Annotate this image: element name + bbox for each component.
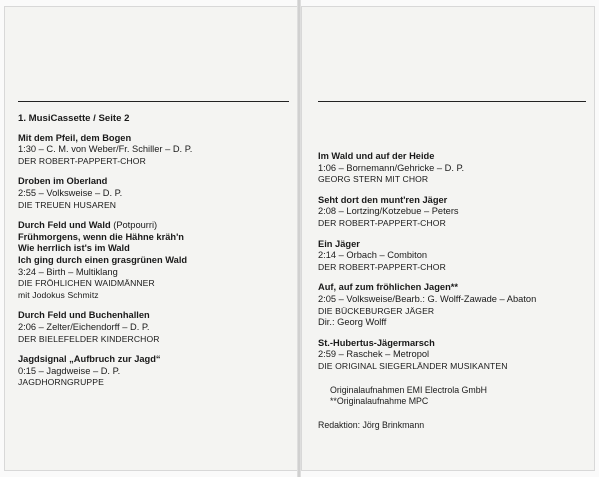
track-title: Droben im Oberland [18, 176, 108, 187]
track-title: Durch Feld und Wald [18, 220, 111, 231]
track-title: Mit dem Pfeil, dem Bogen [18, 132, 132, 143]
track-performer-note: Dir.: Georg Wolff [318, 317, 387, 328]
track-performer: JAGDHORNGRUPPE [18, 377, 104, 388]
section-title: 1. MusiCassette / Seite 2 [18, 113, 130, 124]
recording-note: **Originalaufnahme MPC [330, 396, 429, 407]
track-item [18, 310, 290, 345]
track-info: 2:55 – Volksweise – D. P. [18, 187, 123, 198]
track-item [318, 282, 590, 328]
track-item [18, 354, 290, 389]
track-item [318, 239, 590, 274]
track-info: 2:05 – Volksweise/Bearb.: G. Wolff-Zawade – Abaton [318, 293, 537, 304]
track-info: 2:08 – Lortzing/Kotzebue – Peters [318, 206, 459, 217]
track-performer: DER ROBERT-PAPPERT-CHOR [318, 261, 446, 272]
track-performer: DIE BÜCKEBURGER JÄGER [318, 305, 435, 316]
track-title: Durch Feld und Buchenhallen [18, 310, 150, 321]
right-track-list [318, 151, 590, 431]
track-performer: GEORG STERN MIT CHOR [318, 174, 429, 185]
track-performer: DER ROBERT-PAPPERT-CHOR [318, 217, 446, 228]
track-performer: DIE FRÖHLICHEN WAIDMÄNNER [18, 278, 155, 289]
track-title: Seht dort den munt'ren Jäger [318, 194, 448, 205]
track-performer: DER BIELEFELDER KINDERCHOR [18, 333, 160, 344]
track-item [18, 176, 290, 211]
track-performer: DIE ORIGINAL SIEGERLÄNDER MUSIKANTEN [318, 360, 508, 371]
track-title: Auf, auf zum fröhlichen Jagen** [318, 282, 458, 293]
editor-credit: Redaktion: Jörg Brinkmann [318, 419, 425, 430]
track-title: Frühmorgens, wenn die Hähne kräh'n [18, 231, 184, 242]
track-item [318, 338, 590, 373]
track-item [18, 220, 290, 301]
recording-note: Originalaufnahmen EMI Electrola GmbH [330, 384, 487, 395]
left-track-list [18, 113, 290, 398]
track-info: 1:30 – C. M. von Weber/Fr. Schiller – D. P. [18, 144, 193, 155]
track-title: Wie herrlich ist's im Wald [18, 243, 130, 254]
track-performer: DER ROBERT-PAPPERT-CHOR [18, 155, 146, 166]
track-title: St.-Hubertus-Jägermarsch [318, 337, 435, 348]
track-title-note: (Potpourri) [113, 220, 158, 231]
right-top-rule [318, 101, 586, 102]
track-title: Im Wald und auf der Heide [318, 151, 435, 161]
track-item [318, 195, 590, 230]
left-top-rule [18, 101, 289, 102]
track-info: 1:06 – Bornemann/Gehricke – D. P. [318, 162, 465, 173]
track-title-line [18, 220, 290, 232]
recording-notes [318, 385, 590, 408]
track-info: 2:59 – Raschek – Metropol [318, 349, 430, 360]
track-info: 3:24 – Birth – Multiklang [18, 266, 118, 277]
track-title: Jagdsignal „Aufbruch zur Jagd“ [18, 354, 161, 365]
track-title: Ich ging durch einen grasgrünen Wald [18, 254, 188, 265]
track-info: 2:14 – Orbach – Combiton [318, 250, 428, 261]
track-performer-note: mit Jodokus Schmitz [18, 289, 99, 300]
track-info: 2:06 – Zelter/Eichendorff – D. P. [18, 321, 150, 332]
track-info: 0:15 – Jagdweise – D. P. [18, 365, 121, 376]
track-performer: DIE TREUEN HUSAREN [18, 199, 117, 210]
track-title: Ein Jäger [318, 238, 360, 249]
page-fold [297, 0, 301, 477]
track-item [18, 133, 290, 168]
track-item [318, 151, 590, 186]
